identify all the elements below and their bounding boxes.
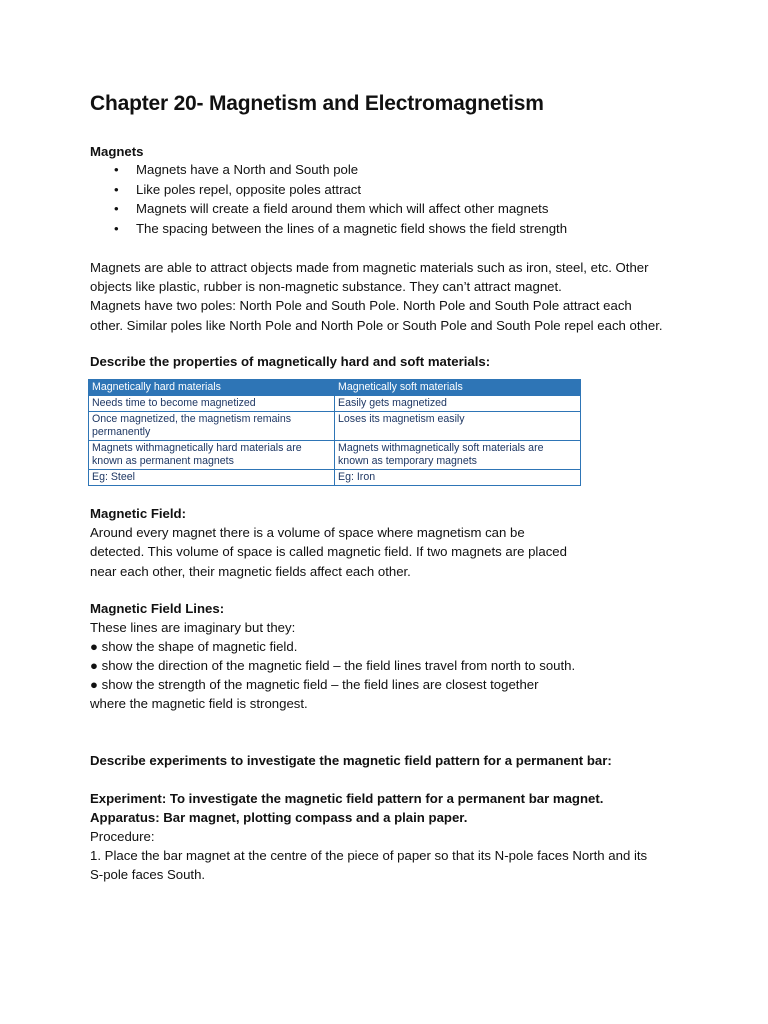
table-row: [89, 470, 581, 486]
field-lines-line: ● show the direction of the magnetic field – the field lines travel from north to south.: [90, 658, 576, 673]
list-item: [90, 180, 567, 200]
table-row: [89, 441, 581, 470]
list-item: [90, 199, 567, 219]
magnetic-field-heading: Magnetic Field:: [90, 506, 186, 521]
bullet-icon: •: [114, 221, 119, 237]
procedure-step: S-pole faces South.: [90, 867, 206, 882]
field-lines-line: where the magnetic field is strongest.: [90, 696, 308, 711]
experiment-title: Experiment: To investigate the magnetic field pattern for a permanent bar magnet.: [90, 791, 604, 806]
properties-table: [88, 379, 581, 486]
table-cell: Loses its magnetism easily: [335, 412, 581, 441]
magnets-paragraph-line: objects like plastic, rubber is non-magnetic substance. They can’t attract magnet.: [90, 279, 562, 294]
field-lines-line: ● show the strength of the magnetic field – the field lines are closest together: [90, 677, 539, 692]
table-header-cell: Magnetically hard materials: [89, 380, 335, 396]
magnets-bullet-list: [90, 160, 567, 239]
bullet-icon: •: [114, 181, 119, 197]
table-cell: Magnets withmagnetically soft materials are known as temporary magnets: [335, 441, 581, 470]
apparatus-line: Apparatus: Bar magnet, plotting compass and a plain paper.: [90, 810, 468, 825]
experiments-heading: Describe experiments to investigate the magnetic field pattern for a permanent bar:: [90, 753, 612, 768]
magnets-paragraph-line: Magnets are able to attract objects made from magnetic materials such as iron, steel, etc. Other: [90, 260, 649, 275]
table-cell: Easily gets magnetized: [335, 396, 581, 412]
table-cell: Magnets withmagnetically hard materials are known as permanent magnets: [89, 441, 335, 470]
bullet-text: Magnets have a North and South pole: [136, 162, 359, 177]
magnetic-field-line: near each other, their magnetic fields affect each other.: [90, 564, 411, 579]
table-cell: Eg: Steel: [89, 470, 335, 486]
field-lines-line: These lines are imaginary but they:: [90, 620, 296, 635]
table-row: [89, 412, 581, 441]
list-item: [90, 160, 567, 180]
page-title: Chapter 20- Magnetism and Electromagnetism: [90, 92, 544, 115]
bullet-icon: •: [114, 162, 119, 177]
procedure-step: 1. Place the bar magnet at the centre of the piece of paper so that its N-pole faces North and its: [90, 848, 648, 863]
table-cell: Needs time to become magnetized: [89, 396, 335, 412]
magnets-paragraph-line: Magnets have two poles: North Pole and South Pole. North Pole and South Pole attract each: [90, 298, 632, 313]
magnetic-field-line: detected. This volume of space is called magnetic field. If two magnets are placed: [90, 544, 567, 559]
table-row: [89, 396, 581, 412]
list-item: [90, 219, 567, 239]
table-cell: Once magnetized, the magnetism remains permanently: [89, 412, 335, 441]
field-lines-line: ● show the shape of magnetic field.: [90, 639, 298, 654]
table-cell: Eg: Iron: [335, 470, 581, 486]
field-lines-heading: Magnetic Field Lines:: [90, 601, 225, 616]
procedure-label: Procedure:: [90, 829, 155, 844]
bullet-text: Magnets will create a field around them which will affect other magnets: [136, 201, 549, 217]
table-header-row: [89, 380, 581, 396]
table-header-cell: Magnetically soft materials: [335, 380, 581, 396]
magnets-paragraph-line: other. Similar poles like North Pole and North Pole or South Pole and South Pole repel each other.: [90, 318, 663, 333]
magnetic-field-line: Around every magnet there is a volume of space where magnetism can be: [90, 525, 525, 540]
properties-heading: Describe the properties of magnetically hard and soft materials:: [90, 354, 491, 369]
bullet-text: Like poles repel, opposite poles attract: [136, 181, 362, 197]
bullet-text: The spacing between the lines of a magnetic field shows the field strength: [136, 221, 568, 237]
magnets-heading: Magnets: [90, 144, 144, 159]
bullet-icon: •: [114, 201, 119, 217]
